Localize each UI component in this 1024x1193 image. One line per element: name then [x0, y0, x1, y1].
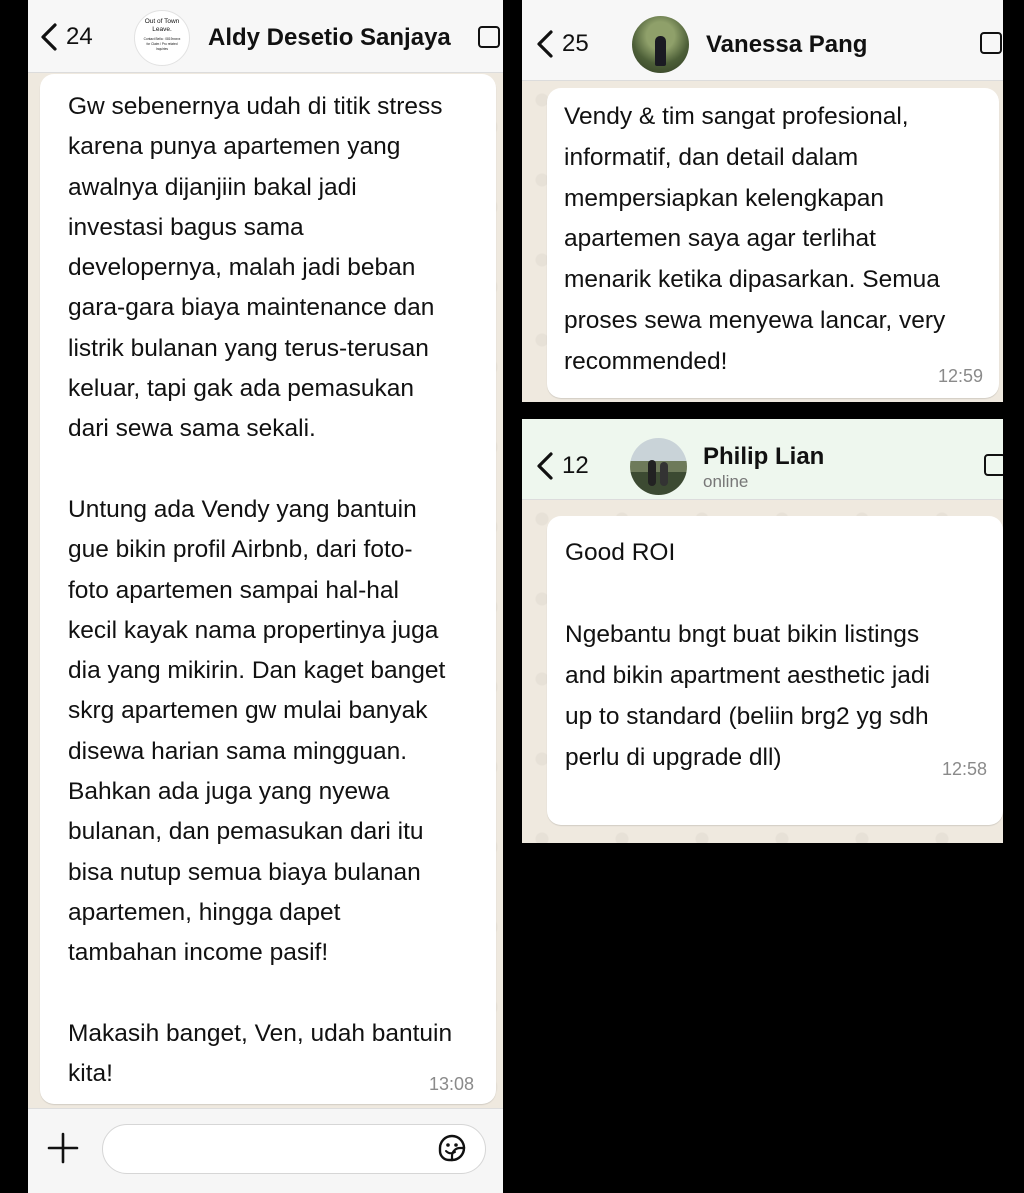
video-call-icon[interactable] [478, 26, 500, 48]
avatar-text-line: Contact Bella : 0819xxxxx [143, 37, 181, 41]
message-time: 12:59 [937, 366, 983, 386]
back-button[interactable] [40, 22, 93, 52]
contact-name[interactable]: Philip Lian [703, 443, 825, 470]
message-bubble [40, 74, 496, 1104]
chat-panel-philip [522, 419, 1003, 843]
chat-header [522, 0, 1003, 81]
message-time: 13:08 [428, 1074, 474, 1094]
message-time: 12:58 [941, 759, 987, 779]
avatar[interactable] [134, 10, 190, 66]
avatar-text-line: Inquiries [155, 47, 169, 51]
message-input[interactable] [102, 1124, 486, 1174]
input-bar [28, 1108, 503, 1193]
contact-name[interactable]: Aldy Desetio Sanjaya [208, 24, 451, 51]
unread-count: 25 [562, 30, 589, 57]
chevron-left-icon [536, 451, 554, 481]
unread-count: 12 [562, 452, 589, 479]
back-button[interactable] [536, 451, 589, 481]
message-bubble [547, 516, 1003, 825]
video-call-icon[interactable] [984, 454, 1003, 476]
chat-header [28, 0, 503, 73]
avatar-person-figure [648, 460, 656, 486]
avatar-text-line: Leave. [152, 26, 172, 33]
chat-panel-vanessa [522, 0, 1003, 402]
avatar-person-figure [660, 462, 668, 486]
chat-panel-aldy [28, 0, 503, 1193]
unread-count: 24 [66, 23, 93, 50]
chevron-left-icon [40, 22, 58, 52]
sticker-icon[interactable] [435, 1131, 469, 1165]
plus-icon[interactable] [46, 1131, 80, 1165]
avatar-text-line: for Claim / Pru related [146, 42, 178, 46]
video-call-icon[interactable] [980, 32, 1002, 54]
message-text: Good ROI Ngebantu bngt buat bikin listings and bikin apartment aesthetic jadi up to standard (beliin brg2 yg sdh perlu di upgrade dll) [565, 539, 930, 771]
message-text: Gw sebenernya udah di titik stress karena punya apartemen yang awalnya dijanjiin bakal jadi investasi bagus sama developernya, malah jadi beban gara-gara biaya maintenance dan listrik bulanan yang terus-terusan keluar, tapi gak ada pemasukan dari sewa sama sekali. Untung ada Vendy yang bantuin gue bikin profil Airbnb, dari foto- foto apartemen sampai hal-hal kecil kayak nama propertinya juga dia yang mikirin. Dan kaget banget skrg apartemen gw mulai banyak disewa harian sama mingguan. Bahkan ada juga yang nyewa bulanan, dan pemasukan dari itu bisa nutup semua biaya bulanan apartemen, hingga dapet tambahan income pasif! Makasih banget, Ven, udah bantuin kita! [68, 93, 453, 1088]
avatar[interactable] [630, 438, 687, 495]
avatar-text-line: Out of Town [144, 18, 180, 25]
online-status: online [703, 472, 749, 491]
message-bubble [547, 88, 999, 398]
contact-name[interactable]: Vanessa Pang [706, 31, 868, 58]
avatar[interactable] [632, 16, 689, 73]
chat-header [522, 419, 1003, 500]
message-text: Vendy & tim sangat profesional, informatif, dan detail dalam mempersiapkan kelengkapan apartemen saya agar terlihat menarik ketika dipasarkan. Semua proses sewa menyewa lancar, very recommended! [564, 103, 946, 375]
back-button[interactable] [536, 29, 589, 59]
avatar-person-figure [655, 36, 666, 66]
chevron-left-icon [536, 29, 554, 59]
